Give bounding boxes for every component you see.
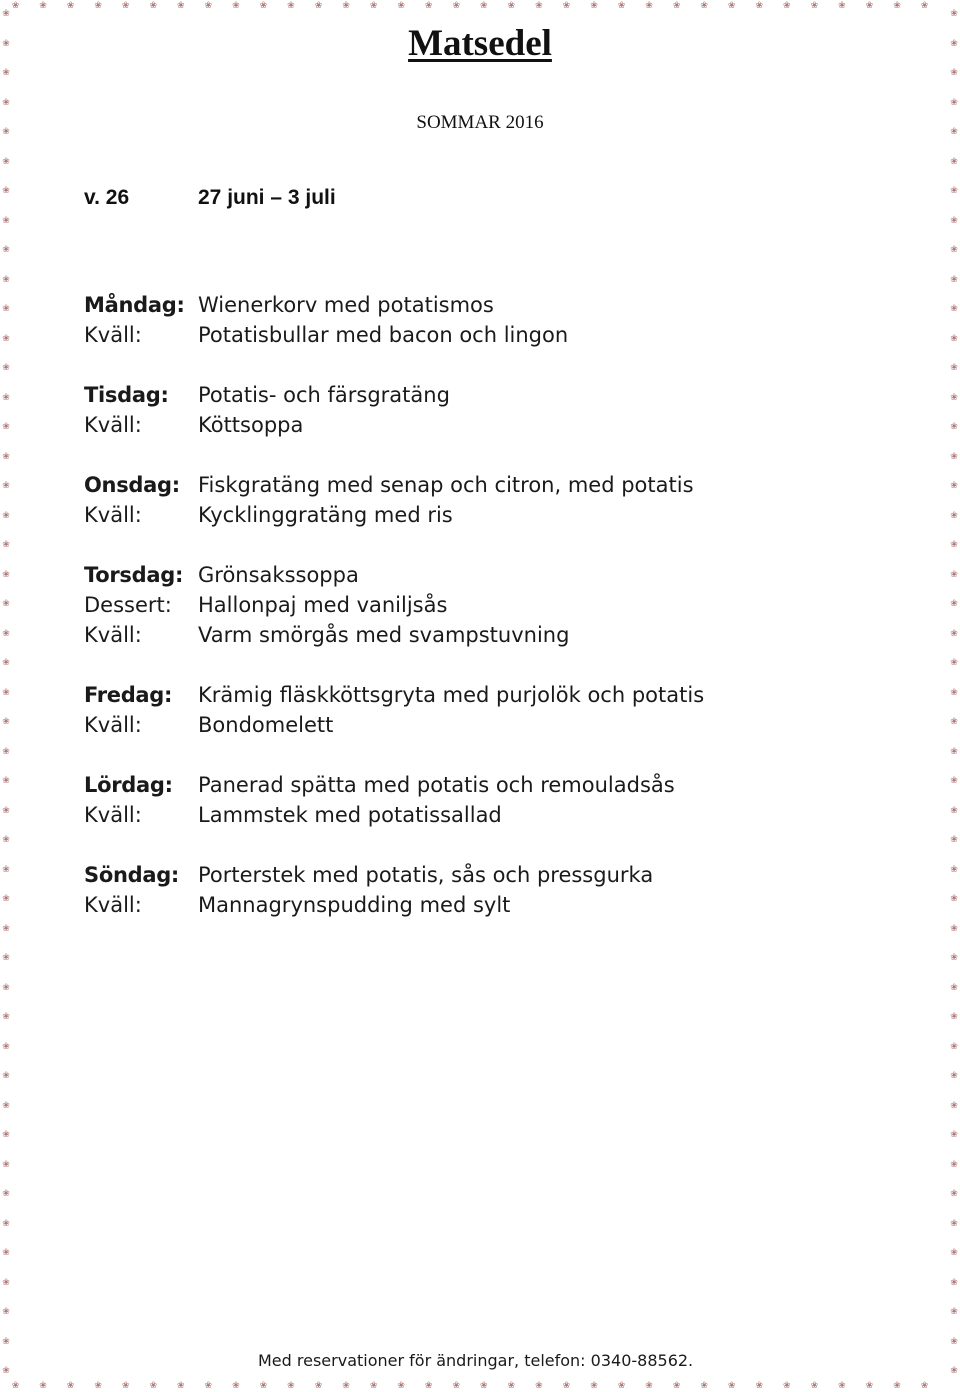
flower-icon: ❀: [950, 156, 958, 167]
menu-row: [84, 500, 944, 530]
flower-icon: ❀: [2, 1336, 10, 1347]
week-dates: 27 juni – 3 juli: [198, 186, 336, 209]
menu-row: [84, 890, 944, 920]
flower-icon: ❀: [590, 1, 618, 11]
day-block-sunday: [84, 860, 944, 920]
meal-label: Kväll:: [84, 713, 142, 737]
flower-icon: ❀: [950, 1307, 958, 1317]
meal-label: Kväll:: [84, 323, 142, 347]
flower-icon: ❀: [950, 953, 958, 963]
flower-icon: ❀: [204, 1381, 233, 1391]
menu-row: [84, 770, 944, 800]
flower-icon: ❀: [2, 1130, 10, 1140]
flower-icon: ❀: [2, 628, 10, 639]
flower-icon: ❀: [397, 1381, 425, 1391]
flower-icon: ❀: [2, 923, 10, 934]
flower-icon: ❀: [2, 776, 10, 786]
dish-text: Potatis- och färsgratäng: [198, 383, 450, 407]
day-label: Söndag:: [84, 863, 180, 887]
flower-icon: ❀: [950, 982, 958, 993]
flower-icon: ❀: [2, 510, 10, 521]
flower-icon: ❀: [259, 1, 288, 11]
flower-icon: ❀: [950, 1218, 958, 1229]
menu-row: [84, 560, 944, 590]
flower-icon: ❀: [535, 1, 563, 11]
flower-icon: ❀: [865, 1, 894, 11]
flower-icon: ❀: [950, 186, 958, 196]
flower-icon: ❀: [2, 894, 10, 904]
flower-icon: ❀: [342, 1, 370, 11]
flower-icon: ❀: [865, 1381, 894, 1391]
flower-icon: ❀: [2, 156, 10, 167]
day-block-saturday: [84, 770, 944, 830]
flower-icon: ❀: [149, 1, 177, 11]
flower-icon: ❀: [535, 1381, 563, 1391]
flower-icon: ❀: [838, 1, 866, 11]
dish-text: Potatisbullar med bacon och lingon: [198, 323, 569, 347]
flower-icon: ❀: [204, 1, 233, 11]
menu-list: [84, 290, 944, 950]
flower-icon: ❀: [424, 1, 453, 11]
flower-icon: ❀: [2, 982, 10, 993]
flower-icon: ❀: [838, 1381, 866, 1391]
flower-icon: ❀: [950, 97, 958, 108]
menu-row: [84, 590, 944, 620]
flower-icon: ❀: [507, 1381, 536, 1391]
flower-icon: ❀: [950, 510, 958, 521]
flower-icon: ❀: [755, 1381, 784, 1391]
flower-icon: ❀: [2, 835, 10, 845]
flower-icon: ❀: [2, 304, 10, 314]
flower-icon: ❀: [950, 333, 958, 344]
flower-icon: ❀: [2, 481, 10, 491]
flower-icon: ❀: [2, 1159, 10, 1170]
flower-icon: ❀: [2, 953, 10, 963]
flower-icon: ❀: [342, 1381, 370, 1391]
dish-text: Fiskgratäng med senap och citron, med potatis: [198, 473, 694, 497]
flower-icon: ❀: [810, 1, 839, 11]
flower-icon: ❀: [2, 363, 10, 373]
flower-icon: ❀: [2, 38, 10, 49]
flower-icon: ❀: [562, 1, 591, 11]
flower-icon: ❀: [287, 1381, 315, 1391]
flower-icon: ❀: [950, 1336, 958, 1347]
flower-icon: ❀: [950, 805, 958, 816]
flower-icon: ❀: [755, 1, 784, 11]
flower-icon: ❀: [2, 717, 10, 727]
day-label: Lördag:: [84, 773, 173, 797]
flower-icon: ❀: [232, 1381, 260, 1391]
dish-text: Köttsoppa: [198, 413, 304, 437]
meal-label: Kväll:: [84, 503, 142, 527]
flower-icon: ❀: [2, 127, 10, 137]
flower-icon: ❀: [950, 363, 958, 373]
flower-icon: ❀: [950, 481, 958, 491]
dish-text: Lammstek med potatissallad: [198, 803, 502, 827]
flower-icon: ❀: [66, 1381, 95, 1391]
menu-row: [84, 410, 944, 440]
dish-text: Krämig fläskköttsgryta med purjolök och potatis: [198, 683, 705, 707]
flower-icon: ❀: [2, 569, 10, 580]
flower-icon: ❀: [950, 68, 958, 78]
flower-icon: ❀: [950, 1277, 958, 1288]
flower-icon: ❀: [950, 599, 958, 609]
flower-icon: ❀: [950, 127, 958, 137]
dish-text: Kycklinggratäng med ris: [198, 503, 453, 527]
dish-text: Panerad spätta med potatis och remouladsås: [198, 773, 675, 797]
flower-icon: ❀: [783, 1381, 811, 1391]
meal-label: Kväll:: [84, 803, 142, 827]
flower-icon: ❀: [950, 1248, 958, 1258]
flower-icon: ❀: [2, 1366, 10, 1376]
flower-icon: ❀: [950, 717, 958, 727]
flower-icon: ❀: [2, 540, 10, 550]
page-border-top: [0, 0, 960, 12]
flower-icon: ❀: [2, 245, 10, 255]
flower-icon: ❀: [2, 274, 10, 285]
day-block-wednesday: [84, 470, 944, 530]
flower-icon: ❀: [950, 451, 958, 462]
flower-icon: ❀: [94, 1, 122, 11]
flower-icon: ❀: [149, 1381, 177, 1391]
flower-icon: ❀: [397, 1, 425, 11]
dish-text: Grönsakssoppa: [198, 563, 359, 587]
flower-icon: ❀: [2, 746, 10, 757]
flower-icon: ❀: [480, 1, 508, 11]
flower-icon: ❀: [590, 1381, 618, 1391]
flower-icon: ❀: [950, 422, 958, 432]
flower-icon: ❀: [950, 569, 958, 580]
flower-icon: ❀: [11, 1381, 40, 1391]
flower-icon: ❀: [950, 894, 958, 904]
menu-row: [84, 320, 944, 350]
flower-icon: ❀: [11, 1, 40, 11]
flower-icon: ❀: [2, 599, 10, 609]
flower-icon: ❀: [176, 1381, 205, 1391]
flower-icon: ❀: [950, 304, 958, 314]
meal-label: Dessert:: [84, 593, 172, 617]
flower-icon: ❀: [2, 687, 10, 698]
flower-icon: ❀: [452, 1381, 480, 1391]
menu-row: [84, 710, 944, 740]
flower-icon: ❀: [287, 1, 315, 11]
flower-icon: ❀: [950, 1130, 958, 1140]
dish-text: Wienerkorv med potatismos: [198, 293, 494, 317]
day-label: Tisdag:: [84, 383, 169, 407]
flower-icon: ❀: [950, 245, 958, 255]
flower-icon: ❀: [232, 1, 260, 11]
flower-icon: ❀: [672, 1, 701, 11]
flower-icon: ❀: [950, 1012, 958, 1022]
day-label: Torsdag:: [84, 563, 184, 587]
flower-icon: ❀: [783, 1, 811, 11]
flower-icon: ❀: [950, 835, 958, 845]
dish-text: Varm smörgås med svampstuvning: [198, 623, 570, 647]
flower-icon: ❀: [617, 1381, 646, 1391]
flower-icon: ❀: [507, 1, 536, 11]
flower-icon: ❀: [369, 1381, 398, 1391]
flower-icon: ❀: [2, 1100, 10, 1111]
dish-text: Hallonpaj med vaniljsås: [198, 593, 448, 617]
flower-icon: ❀: [950, 864, 958, 875]
menu-row: [84, 380, 944, 410]
meal-label: Kväll:: [84, 413, 142, 437]
flower-icon: ❀: [259, 1381, 288, 1391]
menu-row: [84, 680, 944, 710]
dish-text: Mannagrynspudding med sylt: [198, 893, 511, 917]
day-block-thursday: [84, 560, 944, 650]
flower-icon: ❀: [2, 1189, 10, 1199]
flower-icon: ❀: [700, 1, 728, 11]
flower-icon: ❀: [700, 1381, 728, 1391]
flower-icon: ❀: [2, 392, 10, 403]
flower-icon: ❀: [94, 1381, 122, 1391]
flower-icon: ❀: [950, 1071, 958, 1081]
flower-icon: ❀: [452, 1, 480, 11]
flower-icon: ❀: [893, 1, 921, 11]
flower-icon: ❀: [2, 1277, 10, 1288]
day-label: Fredag:: [84, 683, 173, 707]
flower-icon: ❀: [645, 1, 673, 11]
flower-icon: ❀: [950, 1041, 958, 1052]
flower-icon: ❀: [2, 1071, 10, 1081]
menu-row: [84, 470, 944, 500]
flower-icon: ❀: [2, 1012, 10, 1022]
flower-icon: ❀: [2, 1307, 10, 1317]
flower-icon: ❀: [2, 805, 10, 816]
week-header: [84, 186, 336, 210]
footer-note: Med reservationer för ändringar, telefon: 0340-88562.: [258, 1351, 694, 1370]
flower-icon: ❀: [950, 1189, 958, 1199]
flower-icon: ❀: [2, 97, 10, 108]
flower-icon: ❀: [2, 333, 10, 344]
flower-icon: ❀: [369, 1, 398, 11]
flower-icon: ❀: [950, 658, 958, 668]
flower-icon: ❀: [2, 1218, 10, 1229]
week-number: v. 26: [84, 186, 130, 209]
flower-icon: ❀: [950, 392, 958, 403]
flower-icon: ❀: [2, 864, 10, 875]
flower-icon: ❀: [950, 1366, 958, 1376]
flower-icon: ❀: [2, 1041, 10, 1052]
flower-icon: ❀: [950, 38, 958, 49]
flower-icon: ❀: [2, 1248, 10, 1258]
dish-text: Porterstek med potatis, sås och pressgurka: [198, 863, 654, 887]
flower-icon: ❀: [2, 215, 10, 226]
page-border-right: [948, 0, 960, 1392]
season-subtitle: SOMMAR 2016: [416, 112, 544, 133]
menu-row: [84, 860, 944, 890]
flower-icon: ❀: [950, 687, 958, 698]
day-label: Måndag:: [84, 293, 185, 317]
menu-row: [84, 620, 944, 650]
flower-icon: ❀: [39, 1381, 67, 1391]
meal-label: Kväll:: [84, 623, 142, 647]
day-block-monday: [84, 290, 944, 350]
flower-icon: ❀: [121, 1381, 150, 1391]
flower-icon: ❀: [950, 746, 958, 757]
day-block-tuesday: [84, 380, 944, 440]
flower-icon: ❀: [2, 422, 10, 432]
flower-icon: ❀: [121, 1, 150, 11]
flower-icon: ❀: [2, 9, 10, 19]
flower-icon: ❀: [950, 628, 958, 639]
page-title: Matsedel: [408, 23, 552, 64]
flower-icon: ❀: [480, 1381, 508, 1391]
flower-icon: ❀: [950, 923, 958, 934]
flower-icon: ❀: [2, 186, 10, 196]
flower-icon: ❀: [920, 1, 949, 11]
flower-icon: ❀: [176, 1, 205, 11]
meal-label: Kväll:: [84, 893, 142, 917]
day-block-friday: [84, 680, 944, 740]
flower-icon: ❀: [562, 1381, 591, 1391]
flower-icon: ❀: [2, 68, 10, 78]
day-label: Onsdag:: [84, 473, 180, 497]
flower-icon: ❀: [39, 1, 67, 11]
flower-icon: ❀: [893, 1381, 921, 1391]
flower-icon: ❀: [672, 1381, 701, 1391]
flower-icon: ❀: [617, 1, 646, 11]
flower-icon: ❀: [950, 1159, 958, 1170]
menu-row: [84, 290, 944, 320]
flower-icon: ❀: [950, 9, 958, 19]
flower-icon: ❀: [810, 1381, 839, 1391]
flower-icon: ❀: [424, 1381, 453, 1391]
flower-icon: ❀: [950, 274, 958, 285]
flower-icon: ❀: [950, 540, 958, 550]
flower-icon: ❀: [66, 1, 95, 11]
page-border-bottom: [0, 1380, 960, 1392]
flower-icon: ❀: [950, 776, 958, 786]
page-border-left: [0, 0, 12, 1392]
flower-icon: ❀: [727, 1, 756, 11]
flower-icon: ❀: [920, 1381, 949, 1391]
flower-icon: ❀: [314, 1381, 343, 1391]
flower-icon: ❀: [2, 451, 10, 462]
flower-icon: ❀: [950, 1100, 958, 1111]
dish-text: Bondomelett: [198, 713, 334, 737]
flower-icon: ❀: [2, 658, 10, 668]
flower-icon: ❀: [314, 1, 343, 11]
flower-icon: ❀: [727, 1381, 756, 1391]
flower-icon: ❀: [645, 1381, 673, 1391]
flower-icon: ❀: [950, 215, 958, 226]
menu-row: [84, 800, 944, 830]
